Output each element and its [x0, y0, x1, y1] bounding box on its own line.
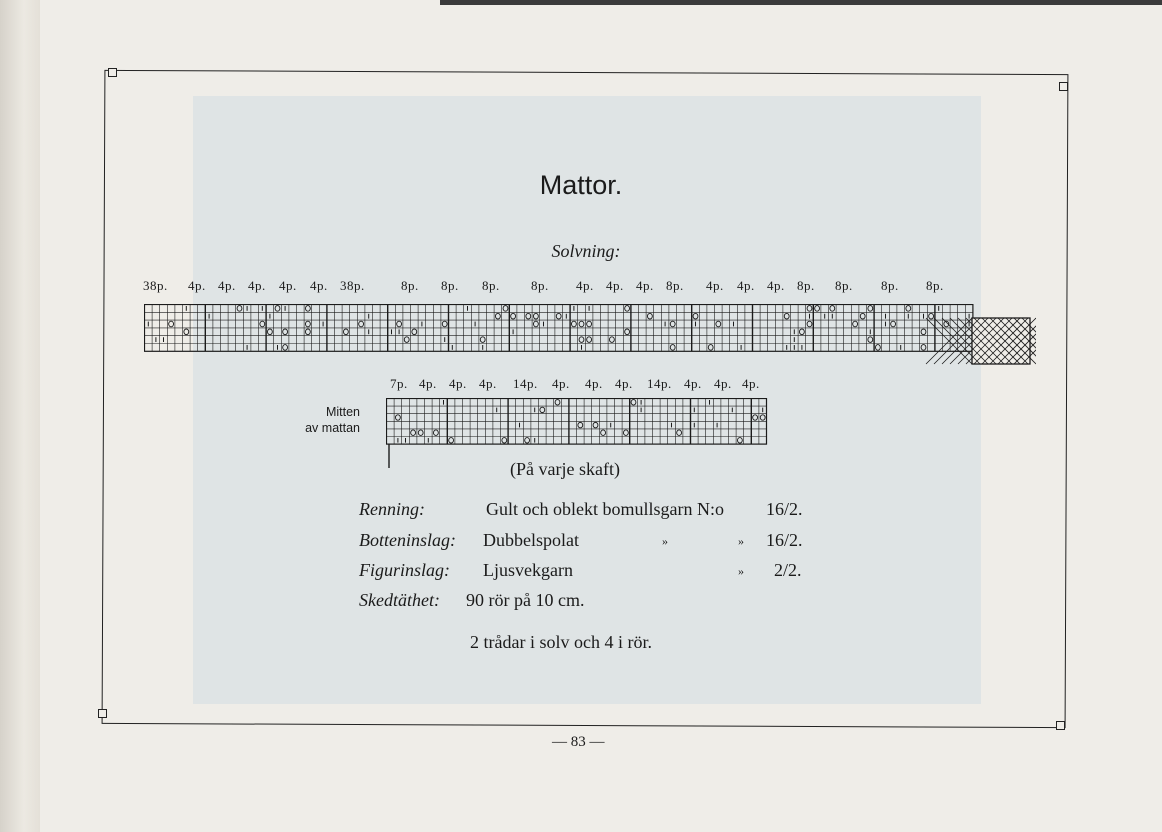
heddle-mark-o: [716, 321, 721, 327]
top-count-7: 8p.: [401, 278, 419, 293]
top-count-1: 4p.: [188, 278, 206, 293]
heddle-mark-o: [579, 321, 584, 327]
bottom-count-11: 4p.: [742, 376, 760, 391]
top-count-17: 4p.: [767, 278, 785, 293]
corner-square-top-left: [108, 68, 117, 77]
heddle-mark-o: [283, 329, 288, 335]
spec-label: Botteninslag:: [359, 530, 456, 550]
heddle-mark-o: [184, 329, 189, 335]
bottom-count-10: 4p.: [714, 376, 732, 391]
heddle-mark-o: [169, 321, 174, 327]
heddle-mark-o: [693, 313, 698, 319]
heddle-mark-o: [260, 321, 265, 327]
spec-ditto-mark: »: [738, 564, 744, 578]
heddle-mark-o: [737, 438, 742, 443]
bottom-count-6: 4p.: [585, 376, 603, 391]
heddle-mark-o: [275, 306, 280, 312]
page-title: Mattor.: [539, 170, 623, 200]
heddle-mark-o: [853, 321, 858, 327]
heddle-mark-o: [555, 400, 560, 405]
heddle-mark-o: [533, 313, 538, 319]
heddle-mark-o: [412, 329, 417, 335]
heddle-mark-o: [601, 430, 606, 435]
top-count-2: 4p.: [218, 278, 236, 293]
heddle-mark-o: [305, 329, 310, 335]
top-count-14: 8p.: [666, 278, 684, 293]
heddle-mark-o: [237, 306, 242, 312]
heddle-mark-o: [578, 422, 583, 427]
heddle-mark-o: [760, 415, 765, 420]
heddle-mark-o: [579, 337, 584, 343]
heddle-mark-o: [906, 306, 911, 312]
heddle-mark-o: [623, 430, 628, 435]
heddle-mark-o: [502, 438, 507, 443]
heddle-mark-o: [540, 407, 545, 412]
heddle-mark-o: [283, 345, 288, 351]
top-count-19: 8p.: [835, 278, 853, 293]
heddle-mark-o: [571, 321, 576, 327]
heddle-mark-o: [891, 321, 896, 327]
weave-draft-grid-top: [144, 304, 1036, 366]
book-spine-shadow: [0, 0, 40, 832]
heddle-mark-o: [807, 306, 812, 312]
top-count-8: 8p.: [441, 278, 459, 293]
heddle-mark-o: [921, 329, 926, 335]
top-count-5: 4p.: [310, 278, 328, 293]
bottom-count-4: 14p.: [513, 376, 538, 391]
heddle-mark-o: [609, 337, 614, 343]
heddle-mark-o: [677, 430, 682, 435]
heddle-mark-o: [305, 306, 310, 312]
bottom-count-2: 4p.: [449, 376, 467, 391]
heddle-mark-o: [875, 345, 880, 351]
middle-label-line2: av mattan: [305, 421, 360, 435]
caption: (På varje skaft): [510, 459, 620, 479]
heddle-mark-o: [267, 329, 272, 335]
spec-label: Skedtäthet:: [359, 590, 440, 610]
bottom-count-7: 4p.: [615, 376, 633, 391]
heddle-mark-o: [556, 313, 561, 319]
page-top-edge: [440, 0, 1162, 5]
top-count-18: 8p.: [797, 278, 815, 293]
heddle-mark-o: [593, 422, 598, 427]
top-count-13: 4p.: [636, 278, 654, 293]
heddle-mark-o: [480, 337, 485, 343]
spec-value: 90 rör på 10 cm.: [466, 590, 585, 610]
spec-label: Figurinslag:: [359, 560, 451, 580]
top-count-9: 8p.: [482, 278, 500, 293]
spec-ditto-mark: »: [738, 534, 744, 548]
bottom-count-9: 4p.: [684, 376, 702, 391]
heddle-mark-o: [525, 438, 530, 443]
heddle-mark-o: [868, 337, 873, 343]
section-subtitle: Solvning:: [551, 241, 621, 261]
heddle-mark-o: [404, 337, 409, 343]
top-count-6: 38p.: [340, 278, 365, 293]
heddle-mark-o: [625, 329, 630, 335]
bottom-count-3: 4p.: [479, 376, 497, 391]
top-count-0: 38p.: [143, 278, 168, 293]
spec-value: Dubbelspolat: [483, 530, 579, 550]
heddle-mark-o: [784, 313, 789, 319]
page-number: — 83 —: [552, 734, 605, 750]
heddle-mark-o: [587, 337, 592, 343]
top-count-10: 8p.: [531, 278, 549, 293]
heddle-mark-o: [631, 400, 636, 405]
middle-label-line1: Mitten: [325, 405, 360, 419]
top-count-12: 4p.: [606, 278, 624, 293]
heddle-mark-o: [305, 321, 310, 327]
spec-yarn-size: 16/2.: [766, 499, 803, 519]
top-count-4: 4p.: [279, 278, 297, 293]
heddle-mark-o: [753, 415, 758, 420]
spec-ditto-mark: »: [662, 534, 668, 548]
top-count-3: 4p.: [248, 278, 266, 293]
heddle-mark-o: [411, 430, 416, 435]
heddle-mark-o: [868, 306, 873, 312]
heddle-mark-o: [418, 430, 423, 435]
heddle-mark-o: [647, 313, 652, 319]
bottom-count-0: 7p.: [390, 376, 408, 391]
heddle-mark-o: [670, 321, 675, 327]
footer-note: 2 trådar i solv och 4 i rör.: [470, 632, 652, 652]
spec-label: Renning:: [359, 499, 425, 519]
corner-square-bottom-right: [1056, 721, 1065, 730]
heddle-mark-o: [395, 415, 400, 420]
heddle-mark-o: [921, 345, 926, 351]
heddle-mark-o: [433, 430, 438, 435]
top-count-15: 4p.: [706, 278, 724, 293]
spec-value: Ljusvekgarn: [483, 560, 573, 580]
heddle-mark-o: [807, 321, 812, 327]
heddle-mark-o: [397, 321, 402, 327]
heddle-mark-o: [830, 306, 835, 312]
heddle-mark-o: [495, 313, 500, 319]
heddle-mark-o: [503, 306, 508, 312]
heddle-mark-o: [526, 313, 531, 319]
heddle-mark-o: [670, 345, 675, 351]
spec-value: Gult och oblekt bomullsgarn N:o: [486, 499, 724, 519]
bottom-count-8: 14p.: [647, 376, 672, 391]
heddle-mark-o: [511, 313, 516, 319]
heddle-mark-o: [815, 306, 820, 312]
heddle-mark-o: [625, 306, 630, 312]
bottom-count-5: 4p.: [552, 376, 570, 391]
top-count-20: 8p.: [881, 278, 899, 293]
heddle-mark-o: [533, 321, 538, 327]
heddle-mark-o: [708, 345, 713, 351]
corner-square-bottom-left: [98, 709, 107, 718]
middle-label: [296, 404, 360, 436]
top-count-11: 4p.: [576, 278, 594, 293]
top-count-21: 8p.: [926, 278, 944, 293]
corner-square-top-right: [1059, 82, 1068, 91]
heddle-mark-o: [587, 321, 592, 327]
heddle-mark-o: [929, 313, 934, 319]
top-count-16: 4p.: [737, 278, 755, 293]
heddle-mark-o: [449, 438, 454, 443]
heddle-mark-o: [799, 329, 804, 335]
heddle-mark-o: [359, 321, 364, 327]
spec-yarn-size: 2/2.: [774, 560, 802, 580]
bottom-count-1: 4p.: [419, 376, 437, 391]
heddle-mark-o: [860, 313, 865, 319]
heddle-mark-o: [343, 329, 348, 335]
heddle-mark-o: [442, 321, 447, 327]
spec-yarn-size: 16/2.: [766, 530, 803, 550]
